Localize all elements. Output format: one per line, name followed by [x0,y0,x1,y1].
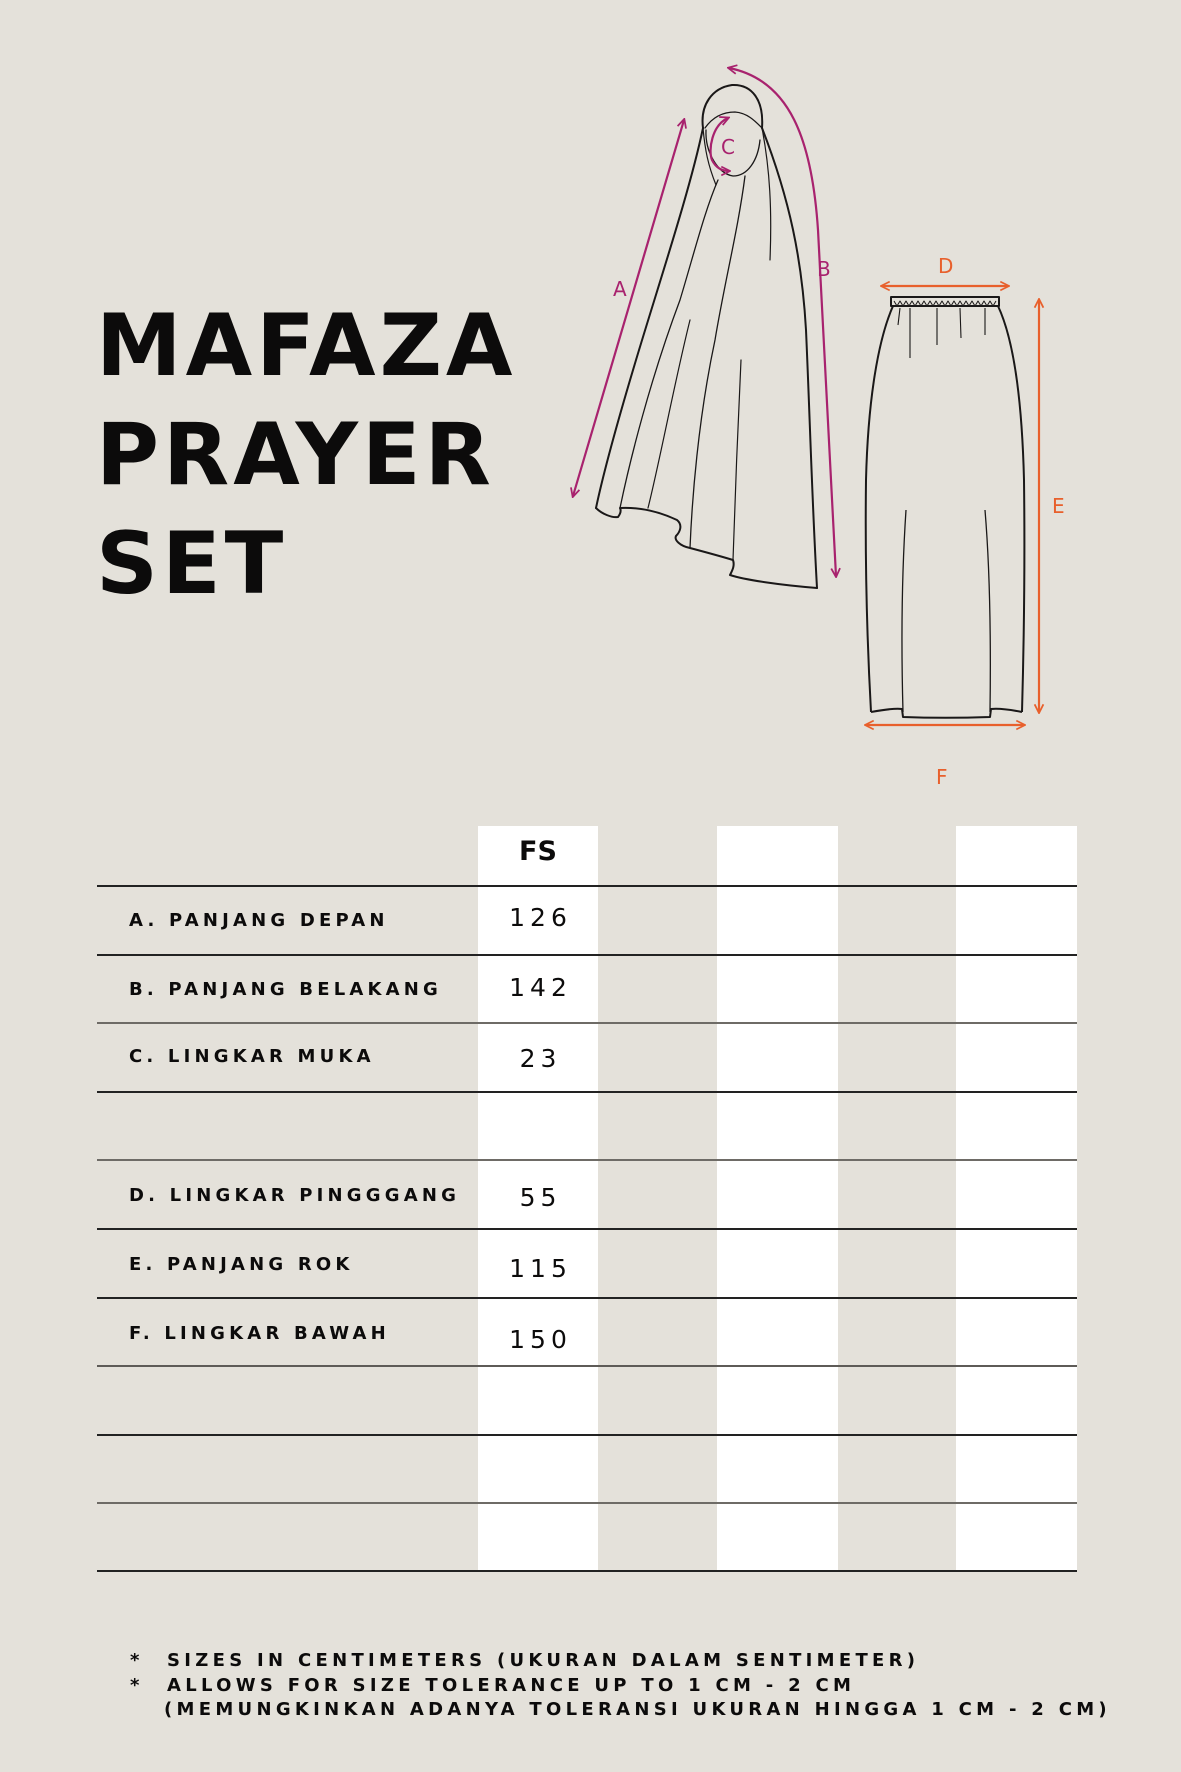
note-line-3: (MEMUNGKINKAN ADANYA TOLERANSI UKURAN HINGGA 1 CM - 2 CM) [164,1699,1111,1720]
arrow-b [729,68,836,576]
note-line-1 [130,1650,919,1671]
row-label-panjang-rok: E. PANJANG ROK [129,1254,354,1275]
arrow-a [573,120,684,496]
column-header-fs: FS [519,836,557,867]
title-line-1: MAFAZA [96,296,517,396]
label-f: F [936,765,948,789]
row-divider [97,954,1077,956]
row-divider [97,1022,1077,1024]
row-divider [97,1434,1077,1436]
row-divider [97,1159,1077,1161]
row-label-lingkar-pinggang: D. LINGKAR PINGGGANG [129,1185,461,1206]
bullet-asterisk: * [130,1675,144,1696]
label-e: E [1052,494,1065,518]
row-divider [97,885,1077,887]
row-value-panjang-rok: 115 [509,1254,572,1283]
garment-illustration [0,0,1181,800]
row-label-lingkar-muka: C. LINGKAR MUKA [129,1046,375,1067]
note-line-2 [130,1675,855,1696]
row-divider [97,1570,1077,1572]
bullet-asterisk: * [130,1650,144,1671]
row-divider [97,1365,1077,1367]
column-2 [717,826,838,1571]
row-value-lingkar-pinggang: 55 [519,1183,562,1212]
column-3 [956,826,1077,1571]
skirt-drawing [866,297,1025,718]
note-text-2: ALLOWS FOR SIZE TOLERANCE UP TO 1 CM - 2 CM [167,1675,856,1696]
row-divider [97,1228,1077,1230]
hijab-drawing [596,85,817,588]
row-label-lingkar-bawah: F. LINGKAR BAWAH [129,1323,390,1344]
row-label-panjang-depan: A. PANJANG DEPAN [129,910,389,931]
row-divider [97,1502,1077,1504]
title-line-2: PRAYER [96,405,495,505]
row-label-panjang-belakang: B. PANJANG BELAKANG [129,979,443,1000]
label-b: B [817,257,831,281]
label-d: D [938,254,954,278]
note-text-1: SIZES IN CENTIMETERS (UKURAN DALAM SENTIMETER) [167,1650,920,1671]
row-value-lingkar-bawah: 150 [509,1325,572,1354]
label-c: C [721,135,735,159]
title-line-3: SET [96,514,288,614]
label-a: A [613,277,627,301]
row-divider [97,1091,1077,1093]
row-value-panjang-depan: 126 [509,903,572,932]
row-divider [97,1297,1077,1299]
row-value-lingkar-muka: 23 [519,1044,562,1073]
row-value-panjang-belakang: 142 [509,973,572,1002]
